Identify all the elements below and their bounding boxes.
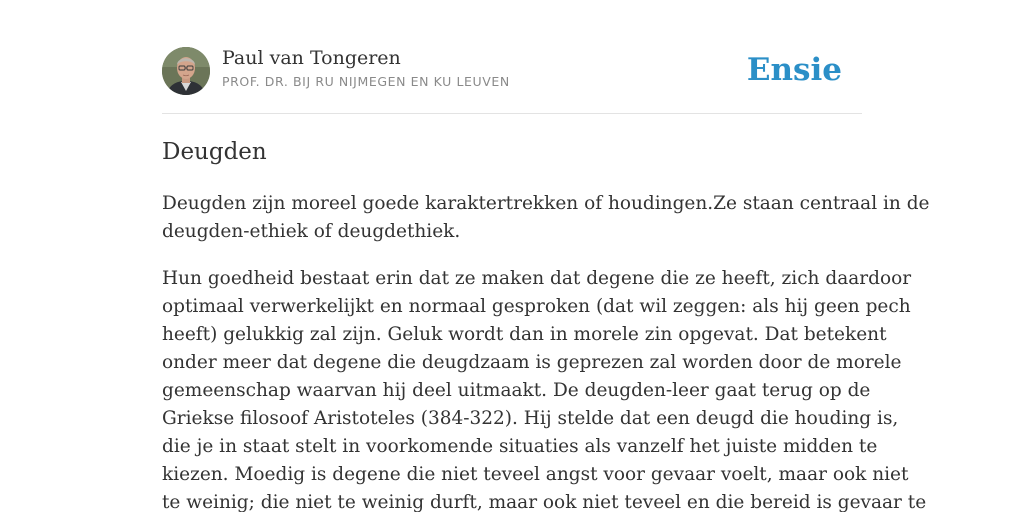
author-title: PROF. DR. BIJ RU NIJMEGEN EN KU LEUVEN bbox=[222, 74, 510, 89]
paragraph-1 bbox=[162, 190, 930, 246]
author-header bbox=[162, 46, 862, 96]
paragraph-2 bbox=[162, 265, 927, 512]
author-portrait bbox=[162, 47, 210, 95]
brand-logo[interactable]: Ensie bbox=[746, 52, 842, 88]
paragraph-line: onder meer dat degene die deugdzaam is geprezen zal worden door de morele bbox=[162, 352, 902, 373]
paragraph-line: optimaal verwerkelijkt en normaal gesproken (dat wil zeggen: als hij geen pech bbox=[162, 296, 911, 317]
paragraph-line: te weinig; die niet te weinig durft, maar ook niet teveel en die bereid is gevaar te bbox=[162, 492, 927, 512]
paragraph-line: heeft) gelukkig zal zijn. Geluk wordt dan in morele zin opgevat. Dat betekent bbox=[162, 324, 887, 345]
article-title: Deugden bbox=[162, 139, 267, 165]
author-name[interactable]: Paul van Tongeren bbox=[222, 47, 401, 69]
paragraph-line: kiezen. Moedig is degene die niet teveel angst voor gevaar voelt, maar ook niet bbox=[162, 464, 909, 485]
article-body bbox=[162, 190, 930, 512]
paragraph-line: gemeenschap waarvan hij deel uitmaakt. De deugden-leer gaat terug op de bbox=[162, 380, 871, 401]
avatar[interactable] bbox=[162, 47, 210, 95]
paragraph-line: Griekse filosoof Aristoteles (384-322). Hij stelde dat een deugd die houding is, bbox=[162, 408, 899, 429]
paragraph-line: Deugden zijn moreel goede karaktertrekken of houdingen.Ze staan centraal in de bbox=[162, 193, 930, 214]
paragraph-line: die je in staat stelt in voorkomende situaties als vanzelf het juiste midden te bbox=[162, 436, 878, 457]
paragraph-line: Hun goedheid bestaat erin dat ze maken dat degene die ze heeft, zich daardoor bbox=[162, 268, 912, 289]
paragraph-line: deugden-ethiek of deugdethiek. bbox=[162, 221, 461, 242]
header-divider bbox=[162, 113, 862, 114]
